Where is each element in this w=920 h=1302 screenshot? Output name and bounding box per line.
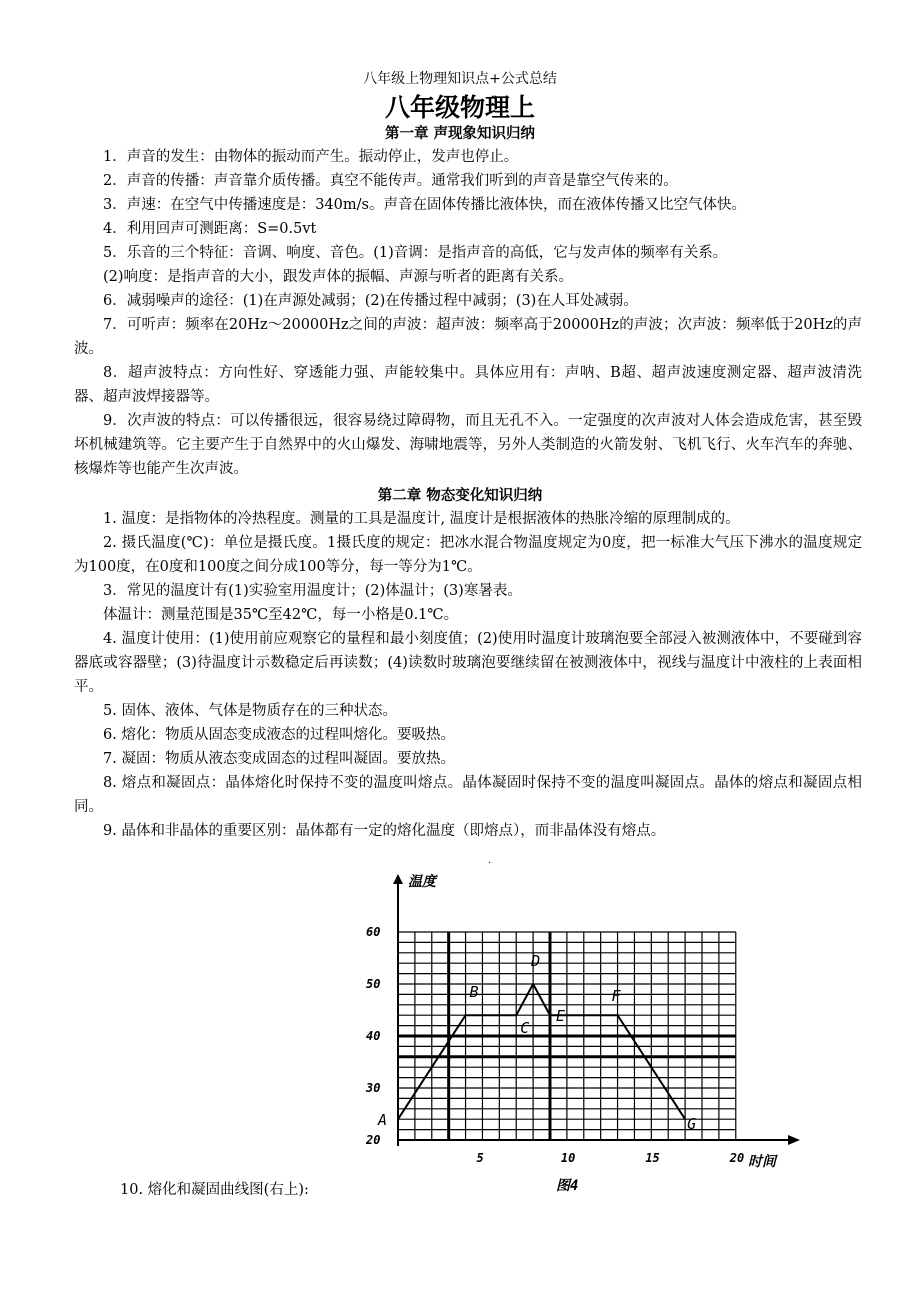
curve-caption: 10. 熔化和凝固曲线图(右上): xyxy=(120,1182,309,1198)
ch1-item-5b: (2)响度：是指声音的大小，跟发声体的振幅、声源与听者的距离有关系。 xyxy=(103,269,574,285)
ch2-item-4: 4. 温度计使用：(1)使用前应观察它的量程和最小刻度值；(2)使用时温度计玻璃泡要全部浸入被测液体中，不要碰到容器底或容器壁；(3)待温度计示数稳定后再读数；(4)读数时玻璃泡要继续留在被测液体中，视线与温度计中液柱的上表面相平。 xyxy=(74,631,862,695)
point-label-a: A xyxy=(378,1111,388,1130)
chart-grid xyxy=(398,932,736,1140)
ch2-item-8: 8. 熔点和凝固点：晶体熔化时保持不变的温度叫熔点。晶体凝固时保持不变的温度叫凝固点。晶体的熔点和凝固点相同。 xyxy=(74,775,862,815)
ch2-item-3: 3．常见的温度计有(1)实验室用温度计；(2)体温计；(3)寒暑表。 xyxy=(103,583,522,599)
ch2-item-6: 6. 熔化：物质从固态变成液态的过程叫熔化。要吸热。 xyxy=(103,727,455,743)
x-tick-label: 10 xyxy=(560,1151,576,1165)
y-axis-arrow xyxy=(393,874,403,884)
y-tick-label: 20 xyxy=(366,1133,381,1147)
stray-dot: . xyxy=(488,855,492,866)
x-axis-arrow xyxy=(788,1135,800,1145)
chart-point-labels xyxy=(377,952,696,1133)
ch1-item-1: 1．声音的发生：由物体的振动而产生。振动停止，发声也停止。 xyxy=(103,149,519,165)
ch1-item-4: 4．利用回声可测距离：S=0.5vt xyxy=(103,221,317,237)
point-label-b: B xyxy=(469,983,479,1002)
x-tick-label: 20 xyxy=(729,1151,745,1165)
x-tick-label: 5 xyxy=(476,1151,484,1165)
y-tick-label: 50 xyxy=(366,977,381,991)
ch2-item-5: 5. 固体、液体、气体是物质存在的三种状态。 xyxy=(103,703,397,719)
y-tick-label: 40 xyxy=(366,1029,381,1043)
page-header: 八年级上物理知识点+公式总结 xyxy=(363,71,557,87)
ch1-item-2: 2．声音的传播：声音靠介质传播。真空不能传声。通常我们听到的声音是靠空气传来的。 xyxy=(103,173,678,189)
ch1-item-8: 8．超声波特点：方向性好、穿透能力强、声能较集中。具体应用有：声呐、B超、超声波速度测定器、超声波清洗器、超声波焊接器等。 xyxy=(74,365,862,405)
ch1-item-3: 3．声速：在空气中传播速度是：340m/s。声音在固体传播比液体快，而在液体传播又比空气体快。 xyxy=(103,197,746,213)
y-tick-label: 30 xyxy=(366,1081,381,1095)
melting-curve-chart xyxy=(360,868,820,1198)
ch1-item-6: 6．减弱噪声的途径：(1)在声源处减弱；(2)在传播过程中减弱；(3)在人耳处减弱。 xyxy=(103,293,638,309)
chart-caption: 图4 xyxy=(556,1178,579,1194)
point-label-f: F xyxy=(611,987,621,1006)
ch2-item-2: 2. 摄氏温度(℃)：单位是摄氏度。1摄氏度的规定：把冰水混合物温度规定为0度，把一标准大气压下沸水的温度规定为100度，在0度和100度之间分成100等分，每一等分为1℃。 xyxy=(74,535,862,575)
ch2-item-1: 1. 温度：是指物体的冷热程度。测量的工具是温度计, 温度计是根据液体的热胀冷缩的原理制成的。 xyxy=(103,511,740,527)
chapter2-heading: 第二章 物态变化知识归纳 xyxy=(377,488,543,504)
point-label-g: G xyxy=(687,1115,697,1134)
chart-axes xyxy=(393,874,800,1146)
ch1-item-7: 7．可听声：频率在20Hz～20000Hz之间的声波：超声波：频率高于20000Hz的声波；次声波：频率低于20Hz的声波。 xyxy=(74,317,862,357)
point-label-d: D xyxy=(531,952,541,970)
point-label-c: C xyxy=(520,1019,530,1038)
y-tick-label: 60 xyxy=(366,925,381,939)
chart-x-axis-label: 时间 xyxy=(748,1154,776,1170)
chart-y-axis-label: 温度 xyxy=(408,874,436,890)
chapter1-heading: 第一章 声现象知识归纳 xyxy=(384,126,536,142)
point-label-e: E xyxy=(556,1007,566,1026)
x-tick-label: 15 xyxy=(645,1151,660,1165)
ch2-item-9: 9. 晶体和非晶体的重要区别：晶体都有一定的熔化温度（即熔点），而非晶体没有熔点。 xyxy=(103,823,666,839)
ch1-item-5: 5．乐音的三个特征：音调、响度、音色。(1)音调：是指声音的高低，它与发声体的频率有关系。 xyxy=(103,245,728,261)
ch1-item-9: 9．次声波的特点：可以传播很远，很容易绕过障碍物，而且无孔不入。一定强度的次声波对人体会造成危害，甚至毁坏机械建筑等。它主要产生于自然界中的火山爆发、海啸地震等，另外人类制造的火箭发射、飞机飞行、火车汽车的奔驰、核爆炸等也能产生次声波。 xyxy=(74,413,862,477)
ch2-item-3b: 体温计：测量范围是35℃至42℃，每一小格是0.1℃。 xyxy=(103,607,459,623)
ch2-item-7: 7. 凝固：物质从液态变成固态的过程叫凝固。要放热。 xyxy=(103,751,455,767)
document-title: 八年级物理上 xyxy=(384,93,535,122)
